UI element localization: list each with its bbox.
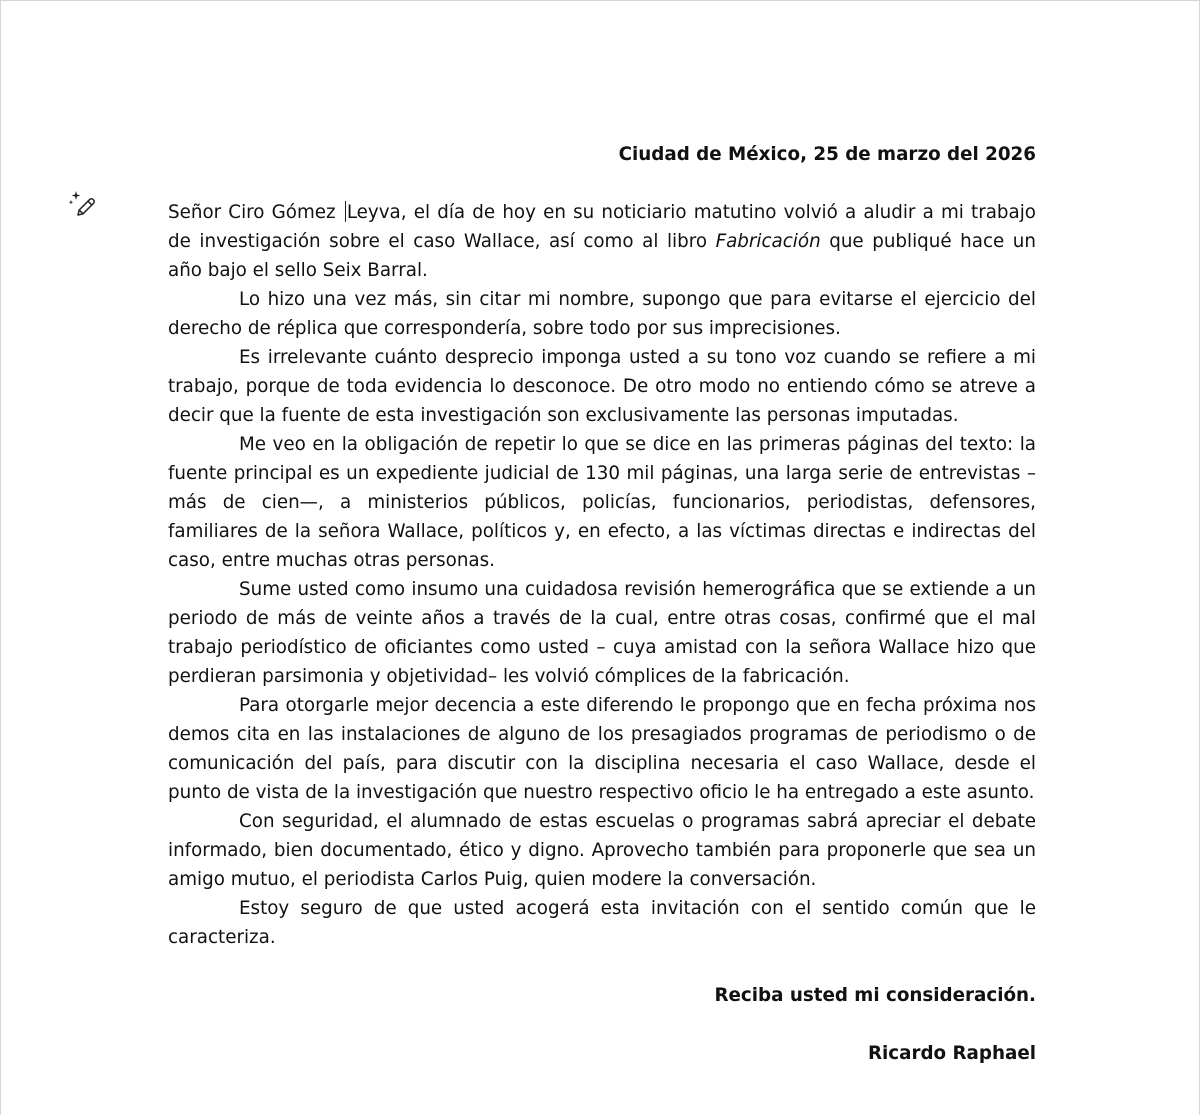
signature: Ricardo Raphael: [867, 1043, 1036, 1064]
paragraph-4[interactable]: Me veo en la obligación de repetir lo que se dice en las primeras páginas del texto: la fuente principal es un expediente judicial de 130 mil páginas, una larga serie de entrevistas –más de cien—, a ministerios públicos, policías, funcionarios, periodistas, defensores, familiares de la señora Wallace, políticos y, en efecto, a las víctimas directas e indirectas del caso, entre muchas otras personas.: [168, 434, 1036, 571]
paragraph-1-start: Señor Ciro Gómez: [168, 202, 343, 223]
letter-body[interactable]: [168, 140, 1036, 1068]
blank-line: [168, 1010, 1036, 1039]
paragraph-6[interactable]: Para otorgarle mejor decencia a este diferendo le propongo que en fecha próxima nos demos cita en las instalaciones de alguno de los presagiados programas de periodismo o de comunicación del país, para discutir con la disciplina necesaria el caso Wallace, desde el punto de vista de la investigación que nuestro respectivo oficio le ha entregado a este asunto.: [168, 695, 1036, 803]
paragraph-7[interactable]: Con seguridad, el alumnado de estas escuelas o programas sabrá apreciar el debate informado, bien documentado, ético y digno. Aprovecho también para proponerle que sea un amigo mutuo, el periodista Carlos Puig, quien modere la conversación.: [168, 811, 1036, 890]
paragraph-1[interactable]: [168, 198, 1036, 285]
date-line: Ciudad de México, 25 de marzo del 2026: [618, 144, 1036, 165]
closing-line: Reciba usted mi consideración.: [714, 985, 1036, 1006]
blank-line: [168, 169, 1036, 198]
paragraph-1-end: que publiqué hace un año bajo el sello Seix Barral.: [168, 231, 1036, 281]
paragraph-3[interactable]: Es irrelevante cuánto desprecio imponga usted a su tono voz cuando se refiere a mi trabajo, porque de toda evidencia lo desconoce. De otro modo no entiendo cómo se atreve a decir que la fuente de esta investigación son exclusivamente las personas imputadas.: [168, 347, 1036, 426]
book-title: Fabricación: [715, 231, 821, 252]
text-cursor: [345, 201, 346, 222]
sparkle-pen-icon[interactable]: [67, 189, 97, 219]
paragraph-2[interactable]: Lo hizo una vez más, sin citar mi nombre, supongo que para evitarse el ejercicio del derecho de réplica que correspondería, sobre todo por sus imprecisiones.: [168, 289, 1036, 339]
paragraph-1-text: Leyva, el día de hoy en su noticiario matutino volvió a aludir a mi trabajo de investigación sobre el caso Wallace, así como al libro: [168, 202, 1036, 252]
paragraph-8[interactable]: Estoy seguro de que usted acogerá esta invitación con el sentido común que le caracteriza.: [168, 898, 1036, 948]
paragraph-5[interactable]: Sume usted como insumo una cuidadosa revisión hemerográfica que se extiende a un periodo de más de veinte años a través de la cual, entre otras cosas, confirmé que el mal trabajo periodístico de oficiantes como usted – cuya amistad con la señora Wallace hizo que perdieran parsimonia y objetividad– les volvió cómplices de la fabricación.: [168, 579, 1036, 687]
blank-line: [168, 952, 1036, 981]
